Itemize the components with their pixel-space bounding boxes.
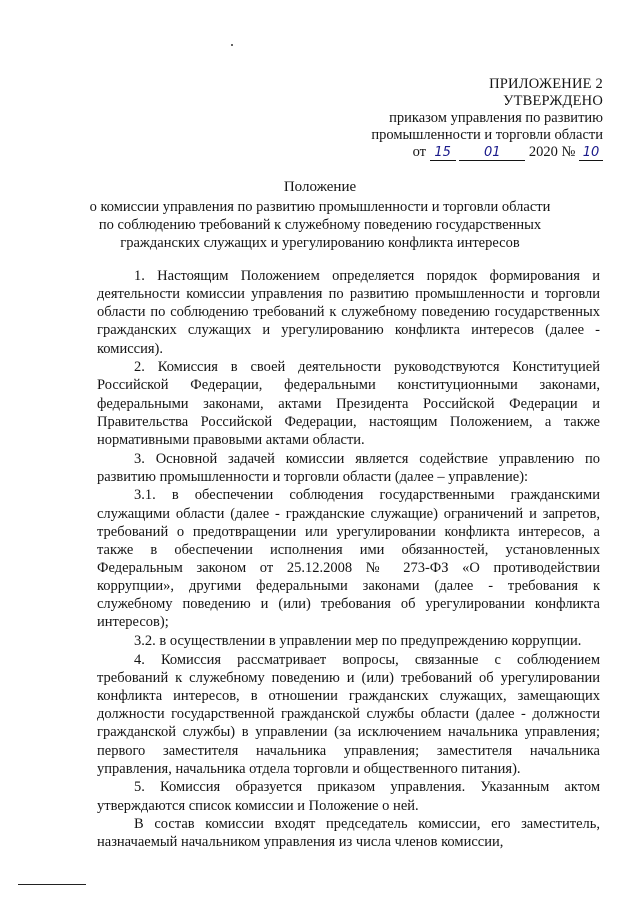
date-year: 2020 (528, 144, 558, 160)
paragraph-2: 2. Комиссия в своей деятельности руководствуются Конституцией Российской Федерации, федеральными конституционными законами, федеральными законами, актами Президента Российской Федерации и Правительства Российской Федерации, настоящим Положением, а также нормативными правовыми актами области. (97, 359, 600, 448)
number-sign: № (561, 144, 576, 160)
paragraph-4: 4. Комиссия рассматривает вопросы, связанные с соблюдением требований к служебному поведению и (или) требований об урегулировании конфликта интересов, в отношении гражданских служащих, замещающих должности государственной гражданской службы области (далее - должности гражданской службы) в управлении (за исключением начальника управления; первого заместителя начальника управления; заместителя начальника управления, начальника отдела торговли и общественного питания). (97, 651, 600, 777)
paragraph-3-1: 3.1. в обеспечении соблюдения государственными гражданскими служащими области (далее - гражданские служащие) ограничений и запретов, требований о предотвращении или урегулировании конфликта интересов, а также в обеспечении исполнения ими обязанностей, установленных Федеральным законом от 25.12.2008 № 273-ФЗ «О противодействии коррупции», другими федеральными законами (далее - требования к служебному поведению и (или) требования об урегулировании конфликта интересов); (97, 487, 600, 631)
scan-speck (231, 44, 233, 46)
handwritten-month: 01 (459, 146, 525, 161)
paragraph-5: 5. Комиссия образуется приказом управления. Указанным актом утверждаются список комиссии и Положение о ней. (97, 779, 600, 814)
title-line-1: о комиссии управления по развитию промышленности и торговли области (89, 199, 551, 215)
document-body (97, 267, 600, 852)
order-date-line (371, 144, 603, 161)
title-heading: Положение (283, 179, 357, 195)
order-line-2: промышленности и торговли области (371, 127, 603, 143)
date-prefix: от (412, 144, 427, 160)
title-line-3: гражданских служащих и урегулированию конфликта интересов (120, 235, 520, 251)
appendix-label: ПРИЛОЖЕНИЕ 2 (489, 76, 603, 92)
paragraph-composition: В состав комиссии входят председатель комиссии, его заместитель, назначаемый начальником управления из числа членов комиссии, (97, 816, 600, 851)
paragraph-3-2: 3.2. в осуществлении в управлении мер по предупреждению коррупции. (134, 633, 582, 650)
handwritten-number: 10 (579, 146, 603, 161)
approved-label: УТВЕРЖДЕНО (503, 93, 603, 109)
title-line-2: по соблюдению требований к служебному поведению государственных (98, 217, 542, 233)
paragraph-3: 3. Основной задачей комиссии является содействие управлению по развитию промышленности и торговли области (далее – управление): (97, 450, 600, 485)
document-title (60, 178, 580, 252)
order-line-1: приказом управления по развитию (389, 110, 603, 126)
footnote-divider (18, 884, 86, 885)
approval-header (371, 76, 603, 161)
handwritten-day: 15 (430, 146, 456, 161)
paragraph-1: 1. Настоящим Положением определяется порядок формирования и деятельности комиссии управления по развитию промышленности и торговли области по соблюдению требований к служебному поведению государственных гражданских служащих и урегулированию конфликта интересов (далее - комиссия). (97, 268, 600, 357)
